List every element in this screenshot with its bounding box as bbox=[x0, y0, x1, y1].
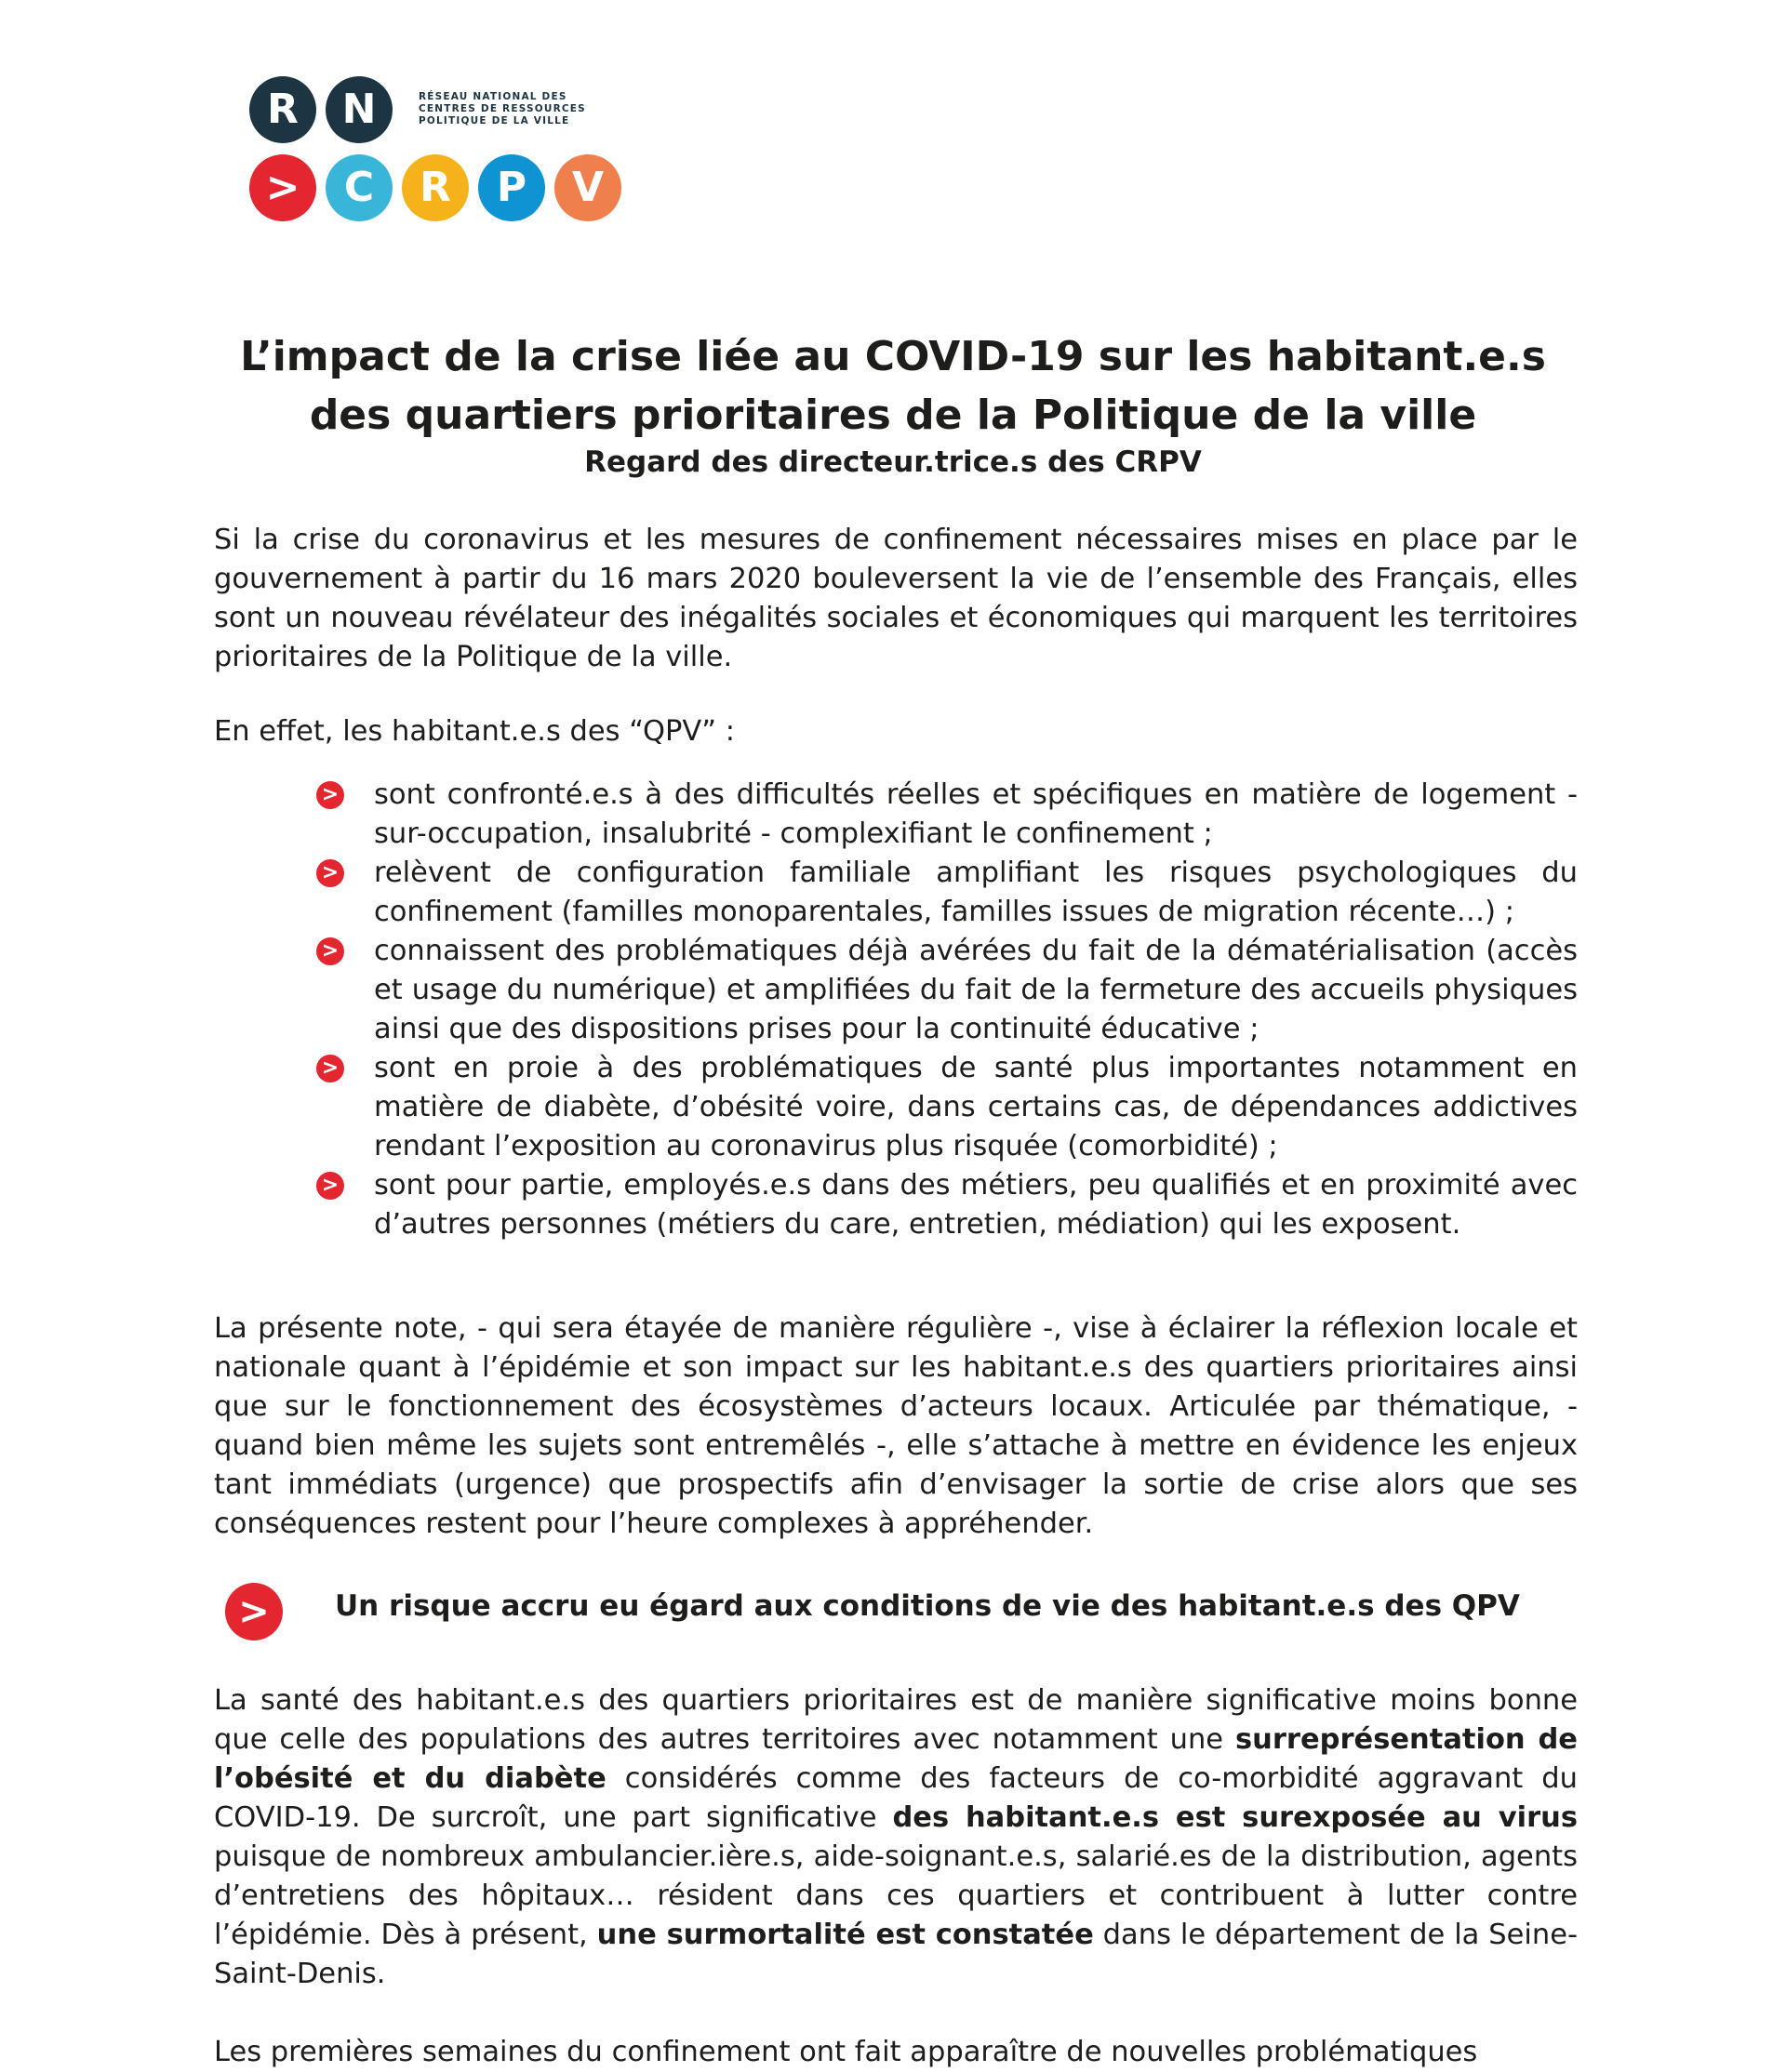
arrow-bullet-icon: > bbox=[316, 937, 344, 965]
issues-list bbox=[316, 776, 1578, 1244]
list-item-text: sont pour partie, employés.e.s dans des métiers, peu qualifiés et en proximité avec d’autres personnes (métiers du care, entretien, médiation) qui les exposent. bbox=[374, 1169, 1578, 1241]
text-run: La santé des habitant.e.s des quartiers prioritaires est de manière significative moins bonne que celle des populations des autres territoires avec notamment une bbox=[214, 1684, 1578, 1756]
arrow-bullet-icon: > bbox=[316, 859, 344, 887]
trailing-paragraph-line: Les premières semaines du confinement ont fait apparaître de nouvelles problématiques bbox=[214, 2036, 1478, 2068]
logo-letter-c: C bbox=[326, 154, 393, 221]
section-heading-text: Un risque accru eu égard aux conditions de vie des habitant.e.s des QPV bbox=[335, 1589, 1520, 1623]
logo-letter-n: N bbox=[326, 76, 393, 143]
list-item-text: sont confronté.e.s à des difficultés réelles et spécifiques en matière de logement - sur-occupation, insalubrité - complexifiant le confinement ; bbox=[374, 778, 1578, 850]
logo-org-line: POLITIQUE DE LA VILLE bbox=[419, 115, 570, 126]
logo-letter-v: V bbox=[554, 154, 621, 221]
title-line: des quartiers prioritaires de la Politique de la ville bbox=[309, 392, 1477, 439]
logo-arrow: > bbox=[249, 154, 316, 221]
list-item bbox=[316, 1166, 1578, 1244]
bold-text: des habitant.e.s est surexposée au virus bbox=[892, 1801, 1578, 1834]
list-item bbox=[316, 932, 1578, 1049]
list-item-text: connaissent des problématiques déjà avérées du fait de la dématérialisation (accès et usage du numérique) et amplifiées du fait de la fermeture des accueils physiques ainsi que des dispositions prises pour la continuité éducative ; bbox=[374, 935, 1578, 1045]
list-item bbox=[316, 854, 1578, 932]
document-subtitle: Regard des directeur.trice.s des CRPV bbox=[584, 445, 1202, 479]
bold-text: une surmortalité est constatée bbox=[596, 1919, 1094, 1951]
list-item-text: relèvent de configuration familiale amplifiant les risques psychologiques du confinement (familles monoparentales, familles issues de migration récente…) ; bbox=[374, 857, 1578, 928]
text-run: dans le département de la Seine-Saint-Denis. bbox=[214, 1919, 1578, 1990]
list-item-text: sont en proie à des problématiques de santé plus importantes notamment en matière de diabète, d’obésité voire, dans certains cas, de dépendances addictives rendant l’exposition au coronavirus plus risquée (comorbidité) ; bbox=[374, 1052, 1578, 1162]
arrow-bullet-icon: > bbox=[316, 781, 344, 809]
logo-org-line: RÉSEAU NATIONAL DES bbox=[419, 91, 567, 102]
arrow-bullet-icon: > bbox=[316, 1172, 344, 1200]
health-paragraph bbox=[214, 1681, 1578, 1994]
logo-org-line: CENTRES DE RESSOURCES bbox=[419, 103, 586, 114]
title-line: L’impact de la crise liée au COVID-19 sur les habitant.e.s bbox=[240, 333, 1546, 380]
arrow-bullet-icon: > bbox=[225, 1583, 283, 1640]
list-item bbox=[316, 776, 1578, 854]
note-paragraph: La présente note, - qui sera étayée de manière régulière -, vise à éclairer la réflexion locale et nationale quant à l’épidémie et son impact sur les habitant.e.s des quartiers prioritaires ainsi que sur le fonctionnement des écosystèmes d’acteurs locaux. Articulée par thématique, - quand bien même les sujets sont entremêlés -, elle s’attache à mettre en évidence les enjeux tant immédiats (urgence) que prospectifs afin d’envisager la sortie de crise alors que ses conséquences restent pour l’heure complexes à appréhender. bbox=[214, 1312, 1578, 1540]
text-run: considérés comme des facteurs de co-morbidité aggravant du COVID-19. De surcroît, une part significative bbox=[214, 1762, 1578, 1834]
arrow-bullet-icon: > bbox=[316, 1055, 344, 1082]
crpv-logo bbox=[249, 76, 621, 225]
document-title bbox=[140, 327, 1646, 445]
bold-text: surreprésentation de l’obésité et du diabète bbox=[214, 1723, 1578, 1795]
lead-paragraph: En effet, les habitant.e.s des “QPV” : bbox=[214, 715, 736, 748]
logo-letter-r: R bbox=[249, 76, 316, 143]
section-heading bbox=[225, 1581, 1583, 1640]
logo-org-name bbox=[419, 91, 605, 127]
intro-paragraph: Si la crise du coronavirus et les mesures de confinement nécessaires mises en place par le gouvernement à partir du 16 mars 2020 bouleversent la vie de l’ensemble des Français, elles sont un nouveau révélateur des inégalités sociales et économiques qui marquent les territoires prioritaires de la Politique de la ville. bbox=[214, 524, 1578, 673]
text-run: puisque de nombreux ambulancier.ière.s, aide-soignant.e.s, salarié.es de la distribution, agents d’entretiens des hôpitaux… résident dans ces quartiers et contribuent à lutter contre l’épidémie. Dès à présent, bbox=[214, 1840, 1578, 1951]
logo-letter-p: P bbox=[478, 154, 545, 221]
logo-letter-r2: R bbox=[402, 154, 469, 221]
list-item bbox=[316, 1049, 1578, 1166]
